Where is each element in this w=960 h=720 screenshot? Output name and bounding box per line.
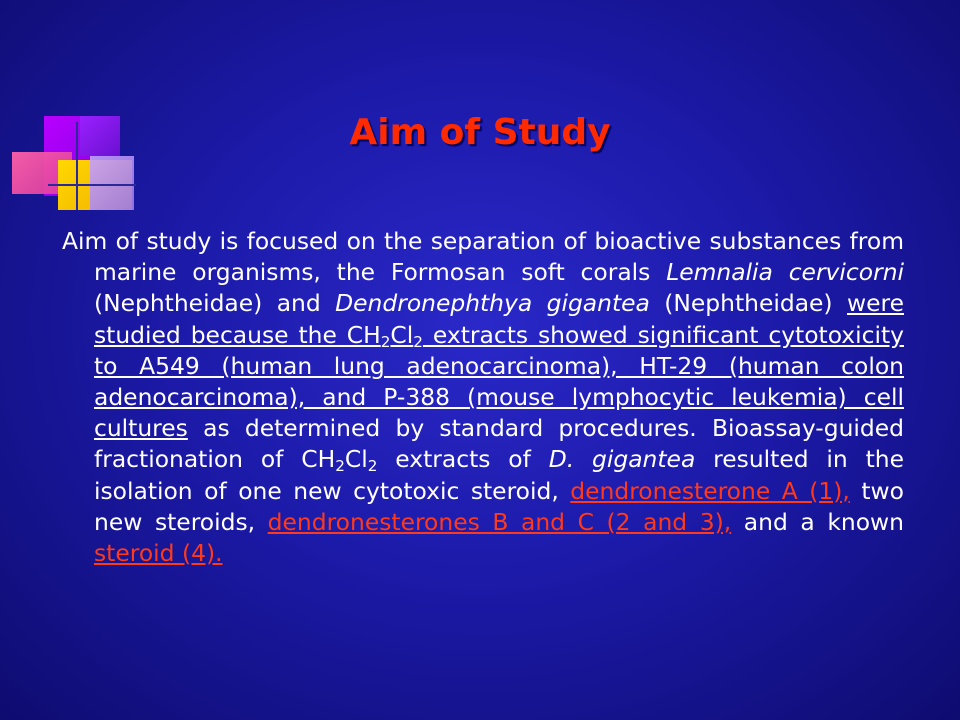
text-family-1: (Nephtheidae) and (94, 289, 336, 318)
text-ch: were studied because the CH (94, 289, 904, 349)
text-extracts-of: extracts of (377, 445, 549, 474)
species-lemnalia: Lemnalia cervicorni (666, 258, 905, 287)
subscript-2d: 2 (367, 457, 378, 476)
text-two-new: two new steroids, (94, 476, 904, 536)
text-cell-lines: extracts showed significant cytotoxicity to A549 (human lung adenocarcinoma), HT-29 (human colon adenocarcinoma), and P-388 (mouse lymphocytic leukemia) cell cultures (94, 320, 904, 443)
text-family-2: (Nephtheidae) (649, 289, 847, 318)
subscript-2b: 2 (413, 332, 423, 351)
text-known: and a known (731, 507, 904, 536)
logo-square-lilac (90, 156, 134, 210)
text-intro: Aim of study is focused on the separation of bioactive substances from marine organisms, the Formosan soft corals (62, 227, 904, 287)
compound-dendronesterones-b-c: dendronesterones B and C (2 and 3), (267, 507, 732, 536)
text-isolation: resulted in the isolation of one new cytotoxic steroid, (94, 445, 904, 505)
text-cl-2: Cl (344, 445, 368, 474)
compound-dendronesterone-a: dendronesterone A (1), (570, 476, 850, 505)
species-d-gigantea: D. gigantea (548, 445, 696, 474)
compound-steroid-4: steroid (4). (94, 539, 223, 568)
body-paragraph (62, 226, 904, 569)
logo-line-horizontal (48, 184, 136, 186)
subscript-2c: 2 (335, 457, 345, 476)
subscript-2a: 2 (380, 332, 391, 351)
text-procedures: as determined by standard procedures. Bioassay-guided fractionation of CH (94, 414, 904, 474)
text-cl: Cl (390, 320, 414, 349)
species-dendronephthya: Dendronephthya gigantea (335, 289, 650, 318)
slide-title: Aim of Study (349, 112, 611, 153)
